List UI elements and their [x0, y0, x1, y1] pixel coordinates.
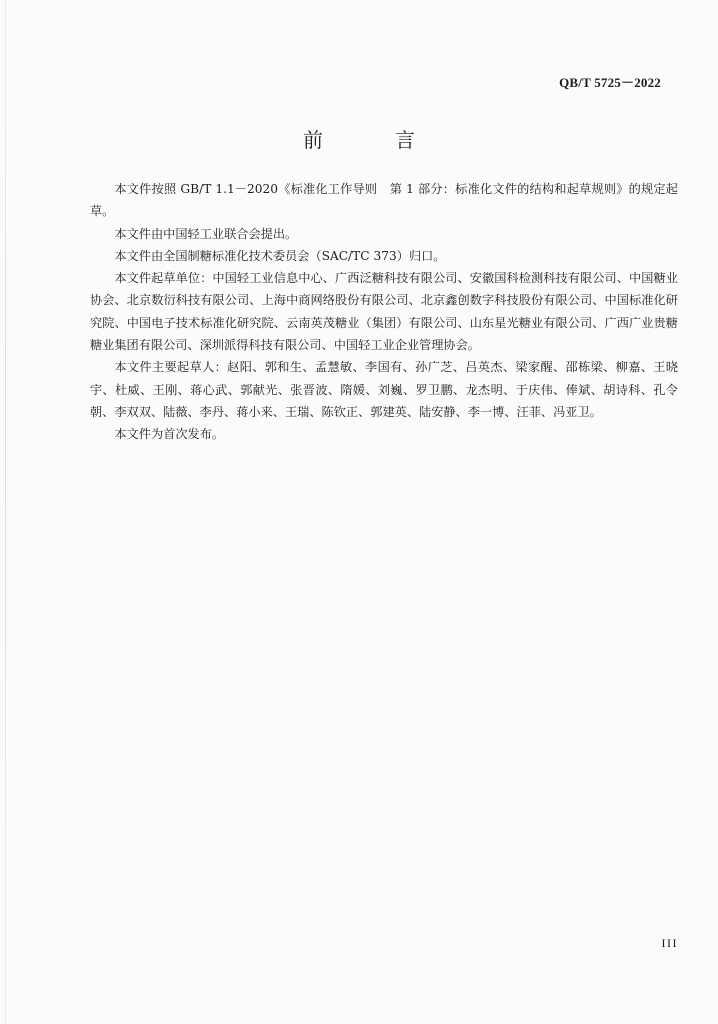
- paragraph-drafting-units: 本文件起草单位：中国轻工业信息中心、广西泛糖科技有限公司、安徽国科检测科技有限公司、中国糖业协会、北京数衍科技有限公司、上海中商网络股份有限公司、北京鑫创数字科技股份有限公司、中国标准化研究院、中国电子技术标准化研究院、云南英茂糖业（集团）有限公司、山东星光糖业有限公司、广西广业贵糖糖业集团有限公司、深圳派得科技有限公司、中国轻工业企业管理协会。: [90, 271, 678, 353]
- page-title: 前 言: [303, 128, 441, 152]
- paragraph-proposer: 本文件由中国轻工业联合会提出。: [114, 226, 298, 241]
- page-number: III: [661, 936, 678, 950]
- paragraph-drafting-rules: 本文件按照 GB/T 1.1－2020《标准化工作导则 第 1 部分：标准化文件的结构和起草规则》的规定起草。: [90, 182, 678, 219]
- foreword-body: [90, 178, 678, 446]
- paragraph-committee: 本文件由全国制糖标准化技术委员会（SAC/TC 373）归口。: [114, 248, 446, 263]
- standard-code: QB/T 5725－2022: [559, 75, 661, 90]
- scan-edge-line: [5, 0, 6, 1024]
- paragraph-drafters: 本文件主要起草人：赵阳、郭和生、孟慧敏、李国有、孙广芝、吕英杰、梁家醒、邵栋梁、柳嘉、王晓宇、杜威、王刚、蒋心武、郭献光、张晋波、隋媛、刘巍、罗卫鹏、龙杰明、于庆伟、俸斌、胡诗科、孔令朝、李双双、陆薇、李丹、蒋小来、王瑞、陈钦正、郭建英、陆安静、李一博、汪菲、冯亚卫。: [90, 360, 678, 419]
- paragraph-first-release: 本文件为首次发布。: [114, 427, 225, 442]
